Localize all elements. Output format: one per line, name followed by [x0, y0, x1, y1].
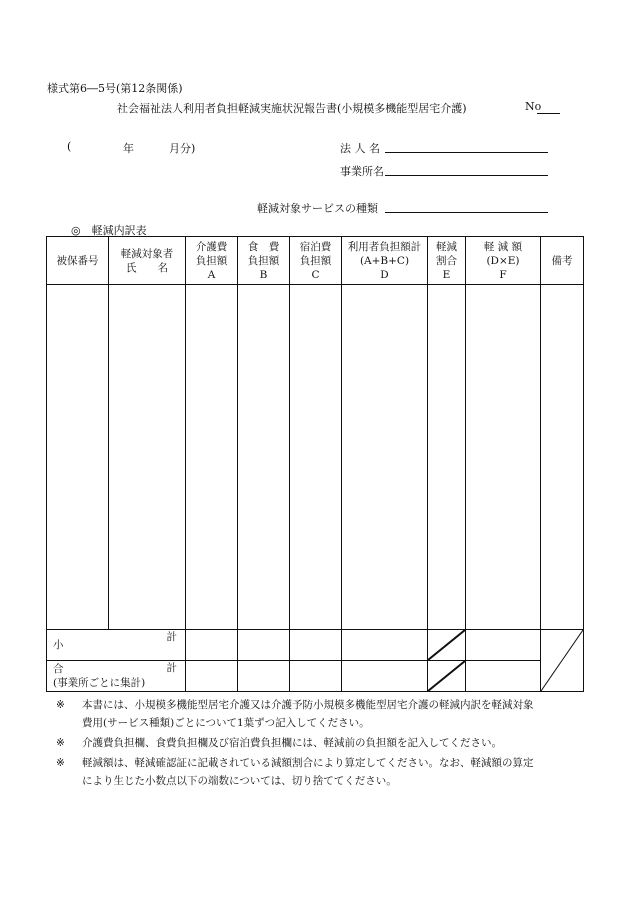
subtotal-reduction-amount[interactable] — [466, 630, 541, 661]
total-total-burden[interactable] — [342, 661, 428, 692]
note-3: ※ 軽減額は、軽減確認証に記載されている減額割合により算定してください。なお、軽減額の算定 により生じた小数点以下の端数については、切り捨ててください。 — [56, 757, 534, 787]
header-care-cost: 介護費 負担額 A — [186, 237, 238, 285]
period-month-label: 月分) — [169, 142, 196, 155]
cell-total-burden[interactable] — [342, 285, 428, 630]
cell-meal-cost[interactable] — [238, 285, 290, 630]
subtotal-total-burden[interactable] — [342, 630, 428, 661]
total-rate-slash — [428, 661, 466, 692]
header-meal-cost: 食 費 負担額 B — [238, 237, 290, 285]
header-reduction-amount: 軽 減 額 (D×E) F — [466, 237, 541, 285]
header-remarks: 備考 — [541, 237, 584, 285]
table-row — [47, 285, 584, 630]
total-care-cost[interactable] — [186, 661, 238, 692]
reporting-period — [67, 140, 207, 154]
office-label: 事業所名 — [340, 165, 384, 178]
total-label: 合 計 (事業所ごとに集計) — [47, 661, 186, 692]
note-1: ※ 本書には、小規模多機能型居宅介護又は介護予防小規模多機能型居宅介護の軽減内訳を軽減対象 費用(サービス種類)ごとについて1葉ずつ記入してください。 — [56, 699, 534, 729]
cell-reduction-amount[interactable] — [466, 285, 541, 630]
cell-lodging-cost[interactable] — [290, 285, 342, 630]
cell-remarks[interactable] — [541, 285, 584, 630]
remarks-slash — [541, 630, 584, 692]
reduction-detail-table — [46, 236, 584, 692]
cell-reduction-rate[interactable] — [428, 285, 466, 630]
header-insured-number: 被保番号 — [47, 237, 109, 285]
form-number: 様式第6―5号(第12条関係) — [47, 82, 183, 95]
report-title: 社会福祉法人利用者負担軽減実施状況報告書(小規模多機能型居宅介護) — [117, 102, 467, 115]
office-field[interactable] — [385, 175, 548, 176]
cell-recipient-name[interactable] — [109, 285, 186, 630]
subtotal-meal-cost[interactable] — [238, 630, 290, 661]
period-open: ( — [67, 140, 72, 153]
notes — [56, 696, 586, 790]
subtotal-label: 小 計 — [47, 630, 186, 661]
corporation-field[interactable] — [385, 152, 548, 153]
header-recipient-name: 軽減対象者 氏 名 — [109, 237, 186, 285]
number-label: No — [525, 100, 542, 113]
total-meal-cost[interactable] — [238, 661, 290, 692]
total-reduction-amount[interactable] — [466, 661, 541, 692]
section-title: ◎ 軽減内訳表 — [71, 224, 147, 237]
table-header-row — [47, 237, 584, 285]
note-2: ※ 介護費負担欄、食費負担欄及び宿泊費負担欄には、軽減前の負担額を記入してください。 — [56, 737, 502, 749]
cell-insured-number[interactable] — [47, 285, 109, 630]
subtotal-row — [47, 630, 584, 661]
subtotal-rate-slash — [428, 630, 466, 661]
total-row — [47, 661, 584, 692]
corporation-label: 法 人 名 — [340, 142, 380, 155]
number-field[interactable] — [537, 113, 560, 114]
header-total-burden: 利用者負担額計 (A+B+C) D — [342, 237, 428, 285]
service-type-field[interactable] — [385, 212, 548, 213]
header-lodging-cost: 宿泊費 負担額 C — [290, 237, 342, 285]
header-reduction-rate: 軽減 割合 E — [428, 237, 466, 285]
cell-care-cost[interactable] — [186, 285, 238, 630]
subtotal-care-cost[interactable] — [186, 630, 238, 661]
subtotal-lodging-cost[interactable] — [290, 630, 342, 661]
period-year-label: 年 — [123, 142, 134, 155]
service-type-label: 軽減対象サービスの種類 — [257, 202, 378, 215]
total-lodging-cost[interactable] — [290, 661, 342, 692]
